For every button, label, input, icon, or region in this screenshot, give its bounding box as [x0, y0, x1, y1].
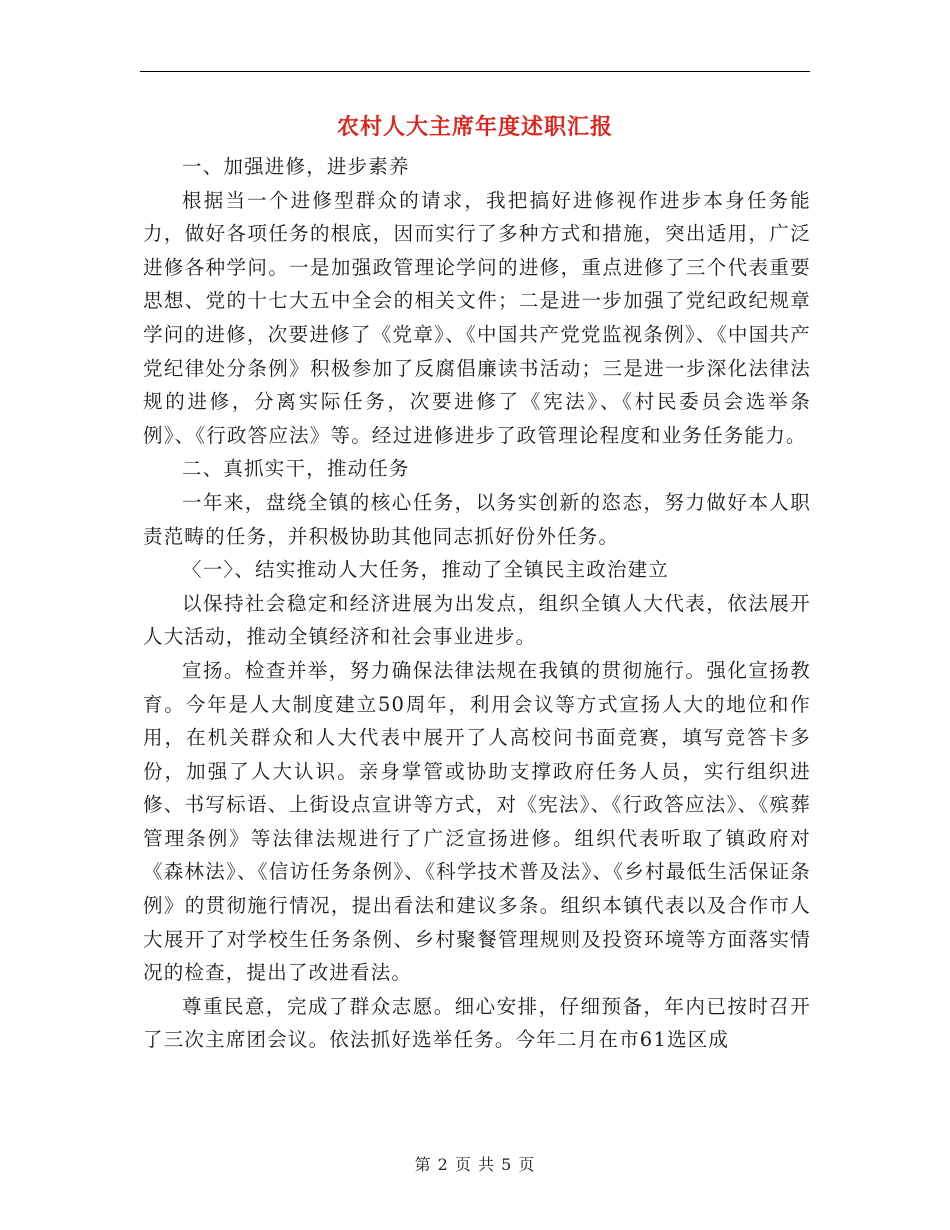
paragraph-public-opinion: 尊重民意，完成了群众志愿。细心安排，仔细预备，年内已按时召开了三次主席团会议。依法抓好选举任务。今年二月在市61选区成 — [143, 994, 811, 1052]
document-title: 农村人大主席年度述职汇报 — [336, 114, 613, 140]
paragraph-study: 根据当一个进修型群众的请求，我把搞好进修视作进步本身任务能力，做好各项任务的根底，因而实行了多种方式和措施，突出适用，广泛进修各种学问。一是加强政管理论学问的进修，重点进修了三个代表重要思想、党的十七大五中全会的相关文件；二是进一步加强了党纪政纪规章学问的进修，次要进修了《党章》、《中国共产党党监视条例》、《中国共产党纪律处分条例》积极参加了反腐倡廉读书活动；三是进一步深化法律法规的进修，分离实际任务，次要进修了《宪法》、《村民委员会选举条例》、《行政答应法》等。经过进修进步了政管理论程度和业务任务能力。 — [143, 188, 811, 447]
paragraph-stability: 以保持社会稳定和经济进展为出发点，组织全镇人大代表，依法展开人大活动，推动全镇经济和社会事业进步。 — [143, 591, 811, 649]
section-heading-1: 一、加强进修，进步素养 — [182, 155, 410, 178]
header-rule — [140, 71, 810, 72]
document-body — [143, 150, 811, 1057]
paragraph-publicity: 宣扬。检查并举，努力确保法律法规在我镇的贯彻施行。强化宣扬教育。今年是人大制度建立50周年，利用会议等方式宣扬人大的地位和作用，在机关群众和人大代表中展开了人高校问书面竞赛，填写竞答卡多份，加强了人大认识。亲身掌管或协助支撑政府任务人员，实行组织进修、书写标语、上街设点宣讲等方式，对《宪法》、《行政答应法》、《殡葬管理条例》等法律法规进行了广泛宣扬进修。组织代表听取了镇政府对《森林法》、《信访任务条例》、《科学技术普及法》、《乡村最低生活保证条例》的贯彻施行情况，提出看法和建议多条。组织本镇代表以及合作市人大展开了对学校生任务条例、乡村聚餐管理规则及投资环境等方面落实情况的检查，提出了改进看法。 — [143, 658, 811, 985]
page-number-footer: 第 2 页 共 5 页 — [414, 1155, 536, 1174]
subsection-heading-1: 〈一〉、结实推动人大任务，推动了全镇民主政治建立 — [182, 558, 670, 582]
section-heading-2: 二、真抓实干，推动任务 — [182, 457, 410, 481]
paragraph-year-review: 一年来，盘绕全镇的核心任务，以务实创新的恣态，努力做好本人职责范畴的任务，并积极协助其他同志抓好份外任务。 — [143, 490, 811, 548]
